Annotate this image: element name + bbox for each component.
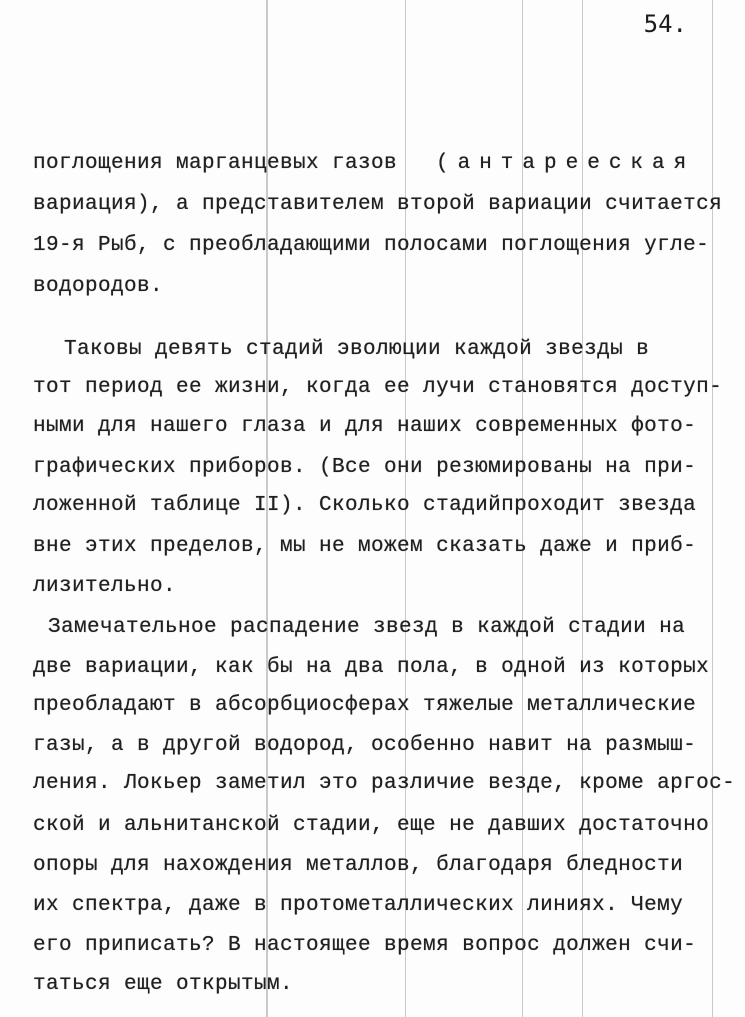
text-line: преобладают в абсорбциосферах тяжелые металлические bbox=[33, 694, 697, 717]
text-line: таться еще открытым. bbox=[33, 973, 294, 996]
text-line: его приписать? В настоящее время вопрос должен счи- bbox=[33, 934, 697, 957]
page-number: 54. bbox=[643, 10, 687, 38]
text-line: Замечательное распадение звезд в каждой стадии на bbox=[48, 616, 686, 639]
text-line: газы, а в другой водород, особенно навит на размыш- bbox=[33, 734, 697, 757]
text-line: графических приборов. (Все они резюмированы на при- bbox=[33, 456, 697, 479]
text-line: водородов. bbox=[33, 275, 164, 298]
text-line: 19-я Рыб, с преобладающими полосами поглощения угле- bbox=[33, 234, 710, 257]
text-line: две вариации, как бы на два пола, в одной из которых bbox=[33, 656, 710, 679]
text-line: опоры для нахождения металлов, благодаря бледности bbox=[33, 854, 684, 877]
text-line: ложенной таблице II). Сколько стадийпроходит звезда bbox=[33, 494, 697, 517]
text-line: ными для нашего глаза и для наших современных фото- bbox=[33, 415, 697, 438]
text-line: вне этих пределов, мы не можем сказать даже и приб- bbox=[33, 535, 697, 558]
text-line: ления. Локьер заметил это различие везде, кроме аргос- bbox=[33, 772, 736, 795]
text-line: вариация), а представителем второй вариации считается bbox=[33, 193, 723, 216]
text-line: ской и альнитанской стадии, еще не давших достаточно bbox=[33, 814, 710, 837]
text-line: лизительно. bbox=[33, 575, 177, 598]
text-line: (антарееская bbox=[436, 152, 696, 175]
text-line: поглощения марганцевых газов bbox=[33, 152, 398, 175]
text-line: Таковы девять стадий эволюции каждой звезды в bbox=[64, 338, 650, 361]
text-line: их спектра, даже в протометаллических линиях. Чему bbox=[33, 894, 684, 917]
text-line: тот период ее жизни, когда ее лучи становятся доступ- bbox=[33, 376, 723, 399]
